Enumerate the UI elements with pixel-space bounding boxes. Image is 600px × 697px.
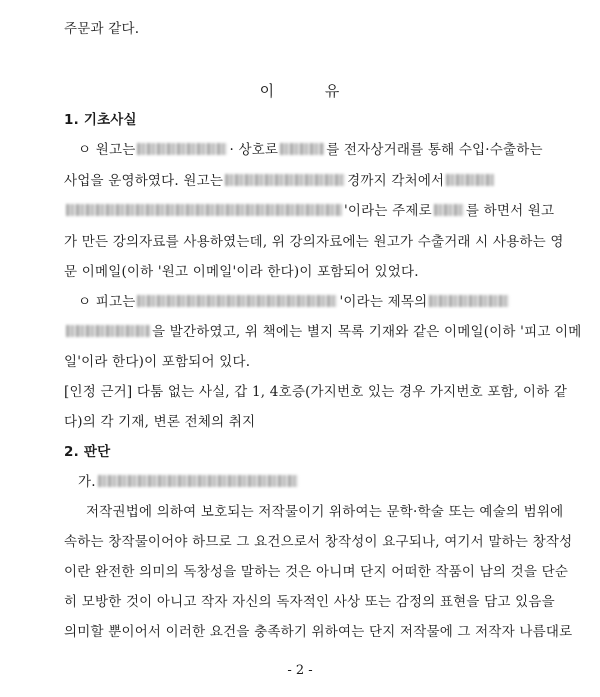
text-line (64, 202, 555, 220)
text-line: 속하는 창작물이어야 하므로 그 요건으로서 창작성이 요구되나, 여기서 말하는 창작성 (64, 534, 573, 550)
title-char: 유 (324, 82, 341, 100)
text-line: 히 모방한 것이 아니고 작자 자신의 독자적인 사상 또는 감정의 표현을 담고 있음을 (64, 594, 555, 610)
text-span: '이라는 제목의 (339, 294, 428, 310)
redaction (66, 325, 150, 337)
text-span: ㅇ 원고는 (78, 142, 136, 158)
text-span: '이라는 주제로 (344, 203, 432, 219)
section-title (0, 80, 600, 101)
redaction (446, 174, 494, 186)
redaction (137, 295, 337, 307)
text-line: 다)의 각 기재, 변론 전체의 취지 (64, 414, 256, 430)
text-line: 저작권법에 의하여 보호되는 저작물이기 위하여는 문학·학술 또는 예술의 범위에 (86, 504, 564, 520)
text-line: 가 만든 강의자료를 사용하였는데, 위 강의자료에는 원고가 수출거래 시 사용하는 영 (64, 234, 564, 250)
text-line: 주문과 같다. (64, 21, 140, 37)
redaction (98, 475, 298, 487)
title-char: 이 (259, 82, 276, 100)
text-line: [인정 근거] 다툼 없는 사실, 갑 1, 4호증(가지번호 있는 경우 가지번호 포함, 이하 같 (64, 384, 568, 400)
heading-judgment: 2. 판단 (64, 444, 111, 460)
text-line: 의미할 뿐이어서 이러한 요건을 충족하기 위하여는 단지 저작물에 그 저작자 나름대로 (64, 624, 573, 640)
redaction (225, 174, 345, 186)
text-line (64, 323, 582, 341)
text-line: 일'이라 한다)이 포함되어 있다. (64, 354, 251, 370)
text-line (78, 141, 544, 159)
redaction (280, 143, 324, 155)
text-line (64, 172, 544, 190)
page-number: - 2 - (287, 663, 313, 678)
text-line (78, 473, 544, 491)
text-span: ㅇ 피고는 (78, 294, 136, 310)
text-line (78, 293, 544, 311)
text-span: · 상호로 (229, 142, 279, 158)
redaction (66, 204, 342, 216)
redaction (434, 204, 464, 216)
text-span: 를 전자상거래를 통해 수입·수출하는 (326, 142, 543, 158)
redaction (137, 143, 227, 155)
text-span: 을 발간하였고, 위 책에는 별지 목록 기재와 같은 이메일(이하 '피고 이메 (152, 324, 582, 340)
text-line: 문 이메일(이하 '원고 이메일'이라 한다)이 포함되어 있었다. (64, 264, 419, 280)
text-span: 가. (78, 474, 96, 490)
text-line: 이란 완전한 의미의 독창성을 말하는 것은 아니며 단지 어떠한 작품이 남의 것을 단순 (64, 564, 569, 580)
text-span: 경까지 각처에서 (347, 173, 445, 189)
text-span: 사업을 운영하였다. 원고는 (64, 173, 224, 189)
redaction (429, 295, 509, 307)
heading-basic-facts: 1. 기초사실 (64, 112, 137, 128)
text-span: 를 하면서 원고 (465, 203, 555, 219)
